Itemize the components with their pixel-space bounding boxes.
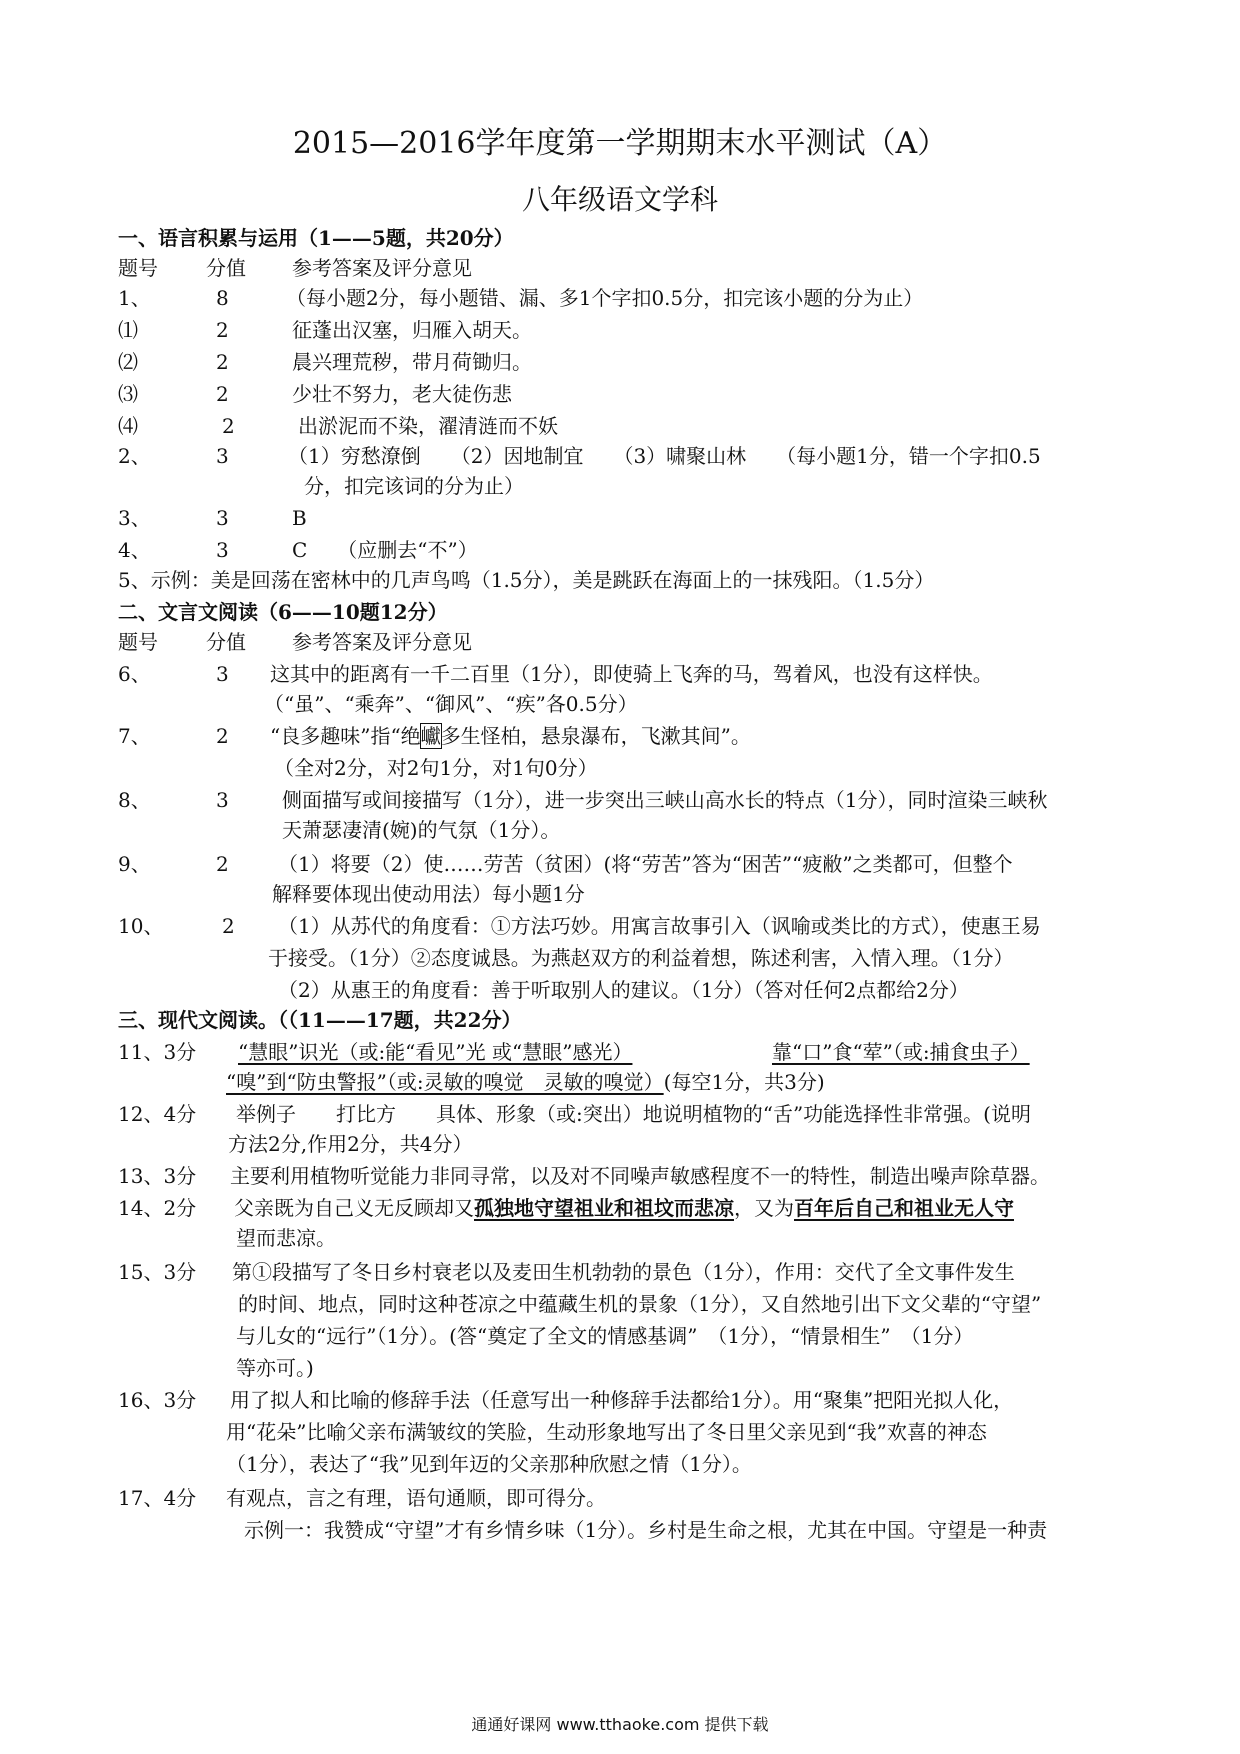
q1-4-no: ⑷ — [118, 414, 138, 438]
q11-blank1: “慧眼”识光（或:能“看见”光 或“慧眼”感光） — [238, 1040, 633, 1064]
q1-1-answer: 征蓬出汉塞，归雁入胡天。 — [292, 318, 532, 342]
q1-2-no: ⑵ — [118, 350, 138, 374]
q4-score: 3 — [216, 538, 229, 562]
q12-no: 12、4分 — [118, 1102, 197, 1126]
q7-text-a: “良多趣味”指“绝 — [270, 724, 421, 748]
q6-score: 3 — [216, 662, 229, 686]
q2-no: 2、 — [118, 444, 151, 468]
q13-answer-line1: 主要利用植物听觉能力非同寻常，以及对不同噪声敏感程度不一的特性，制造出噪声除草器。 — [230, 1164, 1050, 1188]
footer-watermark: 通通好课网 www.tthaoke.com 提供下载 — [471, 1715, 769, 1734]
q6-answer-line1: 这其中的距离有一千二百里（1分），即使骑上飞奔的马，驾着风，也没有这样快。 — [270, 662, 993, 686]
q3-score: 3 — [216, 506, 229, 530]
q1-4-score: 2 — [222, 414, 235, 438]
q14-emph2: 百年后自己和祖业无人守 — [794, 1196, 1014, 1220]
q10-answer-line3: （2）从惠王的角度看：善于听取别人的建议。（1分）（答对任何2点都给2分） — [278, 978, 969, 1002]
q10-answer-line1: （1）从苏代的角度看：①方法巧妙。用寓言故事引入（讽喻或类比的方式），使惠王易 — [278, 914, 1041, 938]
q14-text-pre: 父亲既为自己义无反顾却又 — [234, 1196, 474, 1220]
q7-no: 7、 — [118, 724, 151, 748]
col-header-no: 题号 — [118, 256, 158, 280]
q1-2-score: 2 — [216, 350, 229, 374]
q7-answer-line1 — [270, 724, 751, 748]
q1-answer: （每小题2分，每小题错、漏、多1个字扣0.5分，扣完该小题的分为止） — [286, 286, 924, 310]
q15-answer-line3: 与儿女的“远行”（1分）。(答“奠定了全文的情感基调” （1分），“情景相生” （1分） — [236, 1324, 974, 1348]
q11-blank2: 靠“口”食“荤”（或:捕食虫子） — [772, 1040, 1030, 1064]
q7-boxed-char: 巘 — [420, 724, 441, 748]
q9-answer-line2: 解释要体现出使动用法）每小题1分 — [272, 882, 585, 906]
page-title: 2015—2016学年度第一学期期末水平测试（A） — [292, 126, 948, 161]
q3-no: 3、 — [118, 506, 151, 530]
col-header-answer: 参考答案及评分意见 — [292, 256, 472, 280]
q10-score: 2 — [222, 914, 235, 938]
q1-score: 8 — [216, 286, 229, 310]
q14-answer-line2: 望而悲凉。 — [236, 1226, 336, 1250]
q11-blank3: “嗅”到“防虫警报”（或:灵敏的嗅觉 灵敏的嗅觉） — [226, 1070, 664, 1094]
q4-answer: C （应删去“不”） — [292, 538, 478, 562]
q10-no: 10、 — [118, 914, 164, 938]
q14-emph1: 孤独地守望祖业和祖坟而悲凉 — [474, 1196, 734, 1220]
q14-answer-line1 — [234, 1196, 1014, 1220]
col-header-score: 分值 — [206, 256, 246, 280]
q15-no: 15、3分 — [118, 1260, 197, 1284]
s2-col-header-no: 题号 — [118, 630, 158, 654]
s2-col-header-score: 分值 — [206, 630, 246, 654]
q1-4-answer: 出淤泥而不染，濯清涟而不妖 — [298, 414, 558, 438]
q4-no: 4、 — [118, 538, 151, 562]
q13-no: 13、3分 — [118, 1164, 197, 1188]
q17-no: 17、4分 — [118, 1486, 197, 1510]
q5-answer: 5、示例：美是回荡在密林中的几声鸟鸣（1.5分），美是跳跃在海面上的一抹残阳。（1.5分） — [118, 568, 935, 592]
q15-answer-line2: 的时间、地点，同时这种苍凉之中蕴藏生机的景象（1分），又自然地引出下文父辈的“守望” — [238, 1292, 1042, 1316]
q11-line2 — [226, 1070, 825, 1094]
section3-heading: 三、现代文阅读。（（11——17题，共22分） — [118, 1008, 522, 1032]
q7-text-b: 多生怪柏，悬泉瀑布，飞漱其间”。 — [440, 724, 751, 748]
q15-answer-line1: 第①段描写了冬日乡村衰老以及麦田生机勃勃的景色（1分），作用：交代了全文事件发生 — [232, 1260, 1015, 1284]
q16-no: 16、3分 — [118, 1388, 197, 1412]
s2-col-header-answer: 参考答案及评分意见 — [292, 630, 472, 654]
q1-3-answer: 少壮不努力，老大徒伤悲 — [292, 382, 512, 406]
q1-1-no: ⑴ — [118, 318, 138, 342]
q15-answer-line4: 等亦可。) — [236, 1356, 314, 1380]
q16-answer-line3: （1分），表达了“我”见到年迈的父亲那种欣慰之情（1分）。 — [226, 1452, 752, 1476]
section2-heading: 二、文言文阅读（6——10题12分） — [118, 600, 448, 624]
q17-answer-line2: 示例一：我赞成“守望”才有乡情乡味（1分）。乡村是生命之根，尤其在中国。守望是一种责 — [244, 1518, 1048, 1542]
q2-answer: （1）穷愁潦倒 （2）因地制宜 （3）啸聚山林 （每小题1分，错一个字扣0.5 — [288, 444, 1041, 468]
q7-score: 2 — [216, 724, 229, 748]
q11-tail: (每空1分，共3分) — [663, 1070, 825, 1094]
q1-no: 1、 — [118, 286, 151, 310]
q6-answer-line2: （“虽”、“乘奔”、“御风”、“疾”各0.5分） — [264, 692, 638, 716]
q1-3-score: 2 — [216, 382, 229, 406]
q12-answer-line1: 举例子 打比方 具体、形象（或:突出）地说明植物的“舌”功能选择性非常强。(说明 — [236, 1102, 1031, 1126]
q14-text-mid: ，又为 — [734, 1196, 794, 1220]
q9-no: 9、 — [118, 852, 151, 876]
q1-2-answer: 晨兴理荒秽，带月荷锄归。 — [292, 350, 532, 374]
q1-3-no: ⑶ — [118, 382, 138, 406]
q8-answer-line1: 侧面描写或间接描写（1分），进一步突出三峡山高水长的特点（1分），同时渲染三峡秋 — [282, 788, 1048, 812]
q8-no: 8、 — [118, 788, 151, 812]
q9-answer-line1: （1）将要（2）使……劳苦（贫困）(将“劳苦”答为“困苦”“疲敝”之类都可，但整个 — [278, 852, 1013, 876]
q8-answer-line2: 天萧瑟凄清(婉)的气氛（1分）。 — [282, 818, 561, 842]
q6-no: 6、 — [118, 662, 151, 686]
q14-no: 14、2分 — [118, 1196, 197, 1220]
q9-score: 2 — [216, 852, 229, 876]
q2-answer-cont: 分，扣完该词的分为止） — [304, 474, 524, 498]
q16-answer-line1: 用了拟人和比喻的修辞手法（任意写出一种修辞手法都给1分）。用“聚集”把阳光拟人化， — [230, 1388, 1014, 1412]
q3-answer: B — [292, 506, 307, 530]
q1-1-score: 2 — [216, 318, 229, 342]
q16-answer-line2: 用“花朵”比喻父亲布满皱纹的笑脸，生动形象地写出了冬日里父亲见到“我”欢喜的神态 — [226, 1420, 987, 1444]
q10-answer-line2: 于接受。（1分）②态度诚恳。为燕赵双方的利益着想，陈述利害，入情入理。（1分） — [268, 946, 1014, 970]
q8-score: 3 — [216, 788, 229, 812]
q7-answer-line2: （全对2分，对2句1分，对1句0分） — [274, 756, 598, 780]
q11-no: 11、3分 — [118, 1040, 197, 1064]
section1-heading: 一、语言积累与运用（1——5题，共20分） — [118, 226, 514, 250]
q2-score: 3 — [216, 444, 229, 468]
q17-answer-line1: 有观点，言之有理，语句通顺，即可得分。 — [226, 1486, 606, 1510]
q12-answer-line2: 方法2分,作用2分，共4分） — [228, 1132, 473, 1156]
page-subtitle: 八年级语文学科 — [521, 183, 718, 216]
